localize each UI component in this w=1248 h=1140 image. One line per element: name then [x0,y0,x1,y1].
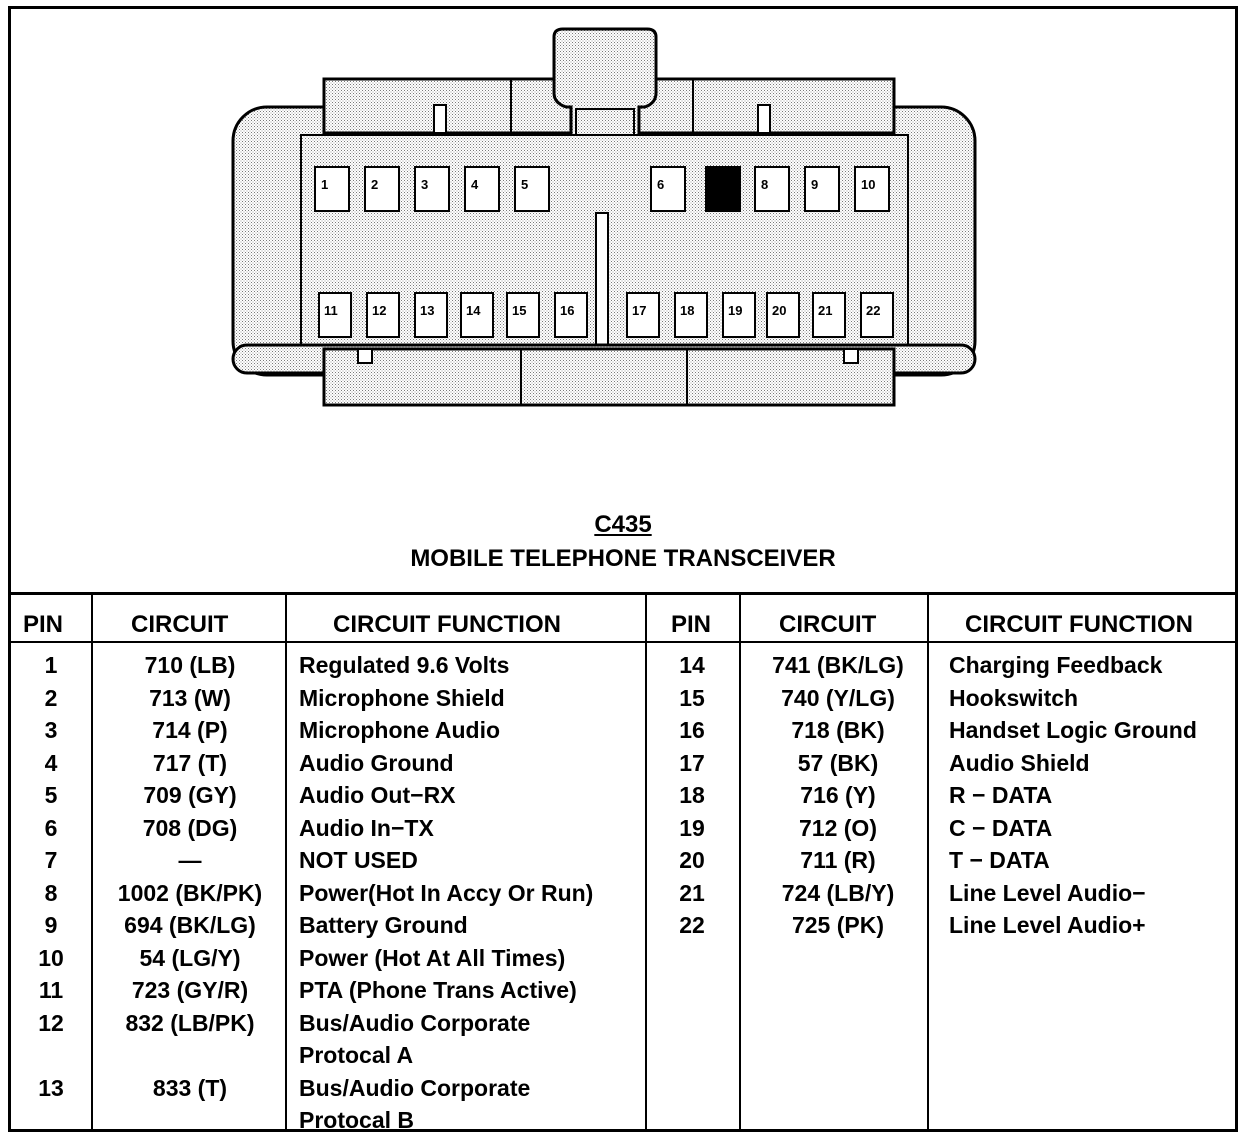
connector-pin-9 [805,167,839,211]
row-circuit: 711 (R) [800,847,876,873]
connector-pin-12 [367,293,399,337]
row-pin: 3 [44,717,58,743]
connector-pin-6 [651,167,685,211]
row-function: Battery Ground [299,912,468,938]
row-function: Audio Ground [299,749,454,776]
row-pin: 1 [44,652,58,678]
row-pin: 7 [44,847,58,873]
row-circuit: 741 (BK/LG) [772,652,904,678]
row-function: T − DATA [949,847,1050,873]
svg-text:22: 22 [866,303,881,318]
svg-text:18: 18 [680,303,695,318]
row-function: Audio Out−RX [299,782,456,808]
row-pin: 11 [38,977,64,1003]
row-pin: 19 [679,814,705,841]
row-pin: 14 [679,652,705,678]
connector-pin-4 [465,167,499,211]
row-function: Audio In−TX [299,814,434,841]
row-pin: 9 [44,912,58,938]
row-circuit: 723 (GY/R) [131,977,249,1003]
connector-diagram [11,9,1235,509]
row-circuit: 708 (DG) [142,814,238,841]
connector-pin-7-plugged [706,167,740,211]
svg-text:3: 3 [421,177,429,192]
svg-text:13: 13 [420,303,435,318]
row-circuit: 54 (LG/Y) [139,944,241,971]
svg-text:5: 5 [521,177,529,192]
connector-pin-22 [861,293,893,337]
connector-code: C435 [594,511,652,538]
row-circuit: 57 (BK) [797,749,879,776]
row-circuit: 724 (LB/Y) [781,879,895,906]
table-top-border [11,592,1235,595]
row-circuit: 718 (BK) [791,717,885,743]
row-circuit: 832 (LB/PK) [125,1009,255,1036]
row-pin: 16 [679,717,705,743]
connector-pin-2 [365,167,399,211]
row-function: Microphone Audio [299,717,501,743]
svg-text:19: 19 [728,303,743,318]
header-pin-right: PIN [671,611,712,638]
svg-text:20: 20 [772,303,787,318]
column-divider [91,595,93,1129]
row-function: PTA (Phone Trans Active) [299,977,577,1003]
row-circuit: 717 (T) [152,749,228,776]
row-function: Microphone Shield [299,684,505,711]
row-function: Hookswitch [949,684,1079,711]
row-function: Audio Shield [949,749,1090,776]
connector-pin-16 [555,293,587,337]
row-circuit: 712 (O) [799,814,877,841]
row-pin: 20 [679,847,705,873]
connector-pin-18 [675,293,707,337]
header-function-left: CIRCUIT FUNCTION [333,611,561,638]
row-function: Protocal A [299,1042,414,1068]
row-circuit: 1002 (BK/PK) [117,879,263,906]
column-divider [645,595,647,1129]
connector-pin-13 [415,293,447,337]
row-circuit: 694 (BK/LG) [124,912,256,938]
column-divider [285,595,287,1129]
row-function: Bus/Audio Corporate [299,1074,531,1101]
row-function: Regulated 9.6 Volts [299,652,510,678]
row-pin: 13 [38,1074,64,1101]
svg-text:6: 6 [657,177,665,192]
connector-pin-15 [507,293,539,337]
row-circuit: 709 (GY) [143,782,237,808]
row-function: Handset Logic Ground [949,717,1197,743]
row-circuit: 714 (P) [152,717,228,743]
svg-text:10: 10 [861,177,876,192]
connector-pin-14 [461,293,493,337]
row-pin: 10 [38,944,64,971]
svg-text:14: 14 [466,303,481,318]
row-circuit: 833 (T) [152,1074,228,1101]
row-function: Protocal B [299,1107,415,1133]
row-function: Charging Feedback [949,652,1163,678]
row-circuit: 710 (LB) [144,652,236,678]
svg-text:2: 2 [371,177,379,192]
connector-pin-5 [515,167,549,211]
row-pin: 8 [44,879,58,906]
column-divider [739,595,741,1129]
svg-text:1: 1 [321,177,329,192]
header-circuit-left: CIRCUIT [131,611,229,638]
svg-text:11: 11 [324,303,338,318]
row-function: R − DATA [949,782,1053,808]
svg-text:12: 12 [372,303,387,318]
row-pin: 21 [679,879,705,906]
connector-pin-8 [755,167,789,211]
svg-text:21: 21 [818,303,833,318]
row-pin: 22 [679,912,705,938]
svg-text:4: 4 [471,177,479,192]
row-function: Power (Hot At All Times) [299,944,566,971]
row-pin: 4 [44,749,58,776]
connector-pin-11 [319,293,351,337]
row-circuit: 725 (PK) [791,912,885,938]
row-function: Bus/Audio Corporate [299,1009,531,1036]
row-function: Line Level Audio− [949,879,1146,906]
connector-pin-3 [415,167,449,211]
row-pin: 18 [679,782,705,808]
row-pin: 5 [44,782,58,808]
header-function-right: CIRCUIT FUNCTION [965,611,1193,638]
header-circuit-right: CIRCUIT [779,611,877,638]
connector-pin-21 [813,293,845,337]
row-circuit: — [178,847,202,873]
diagram-frame [8,6,1238,1132]
svg-text:17: 17 [632,303,647,318]
row-circuit: 740 (Y/LG) [781,684,895,711]
connector-pin-1 [315,167,349,211]
row-pin: 12 [38,1009,64,1036]
row-function: Power(Hot In Accy Or Run) [299,879,594,906]
svg-text:9: 9 [811,177,819,192]
svg-text:8: 8 [761,177,769,192]
row-function: NOT USED [299,847,418,873]
row-function: C − DATA [949,814,1053,841]
row-pin: 15 [679,684,705,711]
header-pin-left: PIN [23,611,64,638]
row-circuit: 716 (Y) [800,782,876,808]
connector-pin-17 [627,293,659,337]
connector-name: MOBILE TELEPHONE TRANSCEIVER [410,545,836,572]
row-pin: 17 [679,749,705,776]
connector-pin-19 [723,293,755,337]
svg-text:15: 15 [512,303,527,318]
svg-text:16: 16 [560,303,575,318]
connector-pin-20 [767,293,799,337]
connector-pin-10 [855,167,889,211]
row-pin: 6 [44,814,58,841]
row-function: Line Level Audio+ [949,912,1146,938]
row-circuit: 713 (W) [149,684,231,711]
row-pin: 2 [44,684,58,711]
